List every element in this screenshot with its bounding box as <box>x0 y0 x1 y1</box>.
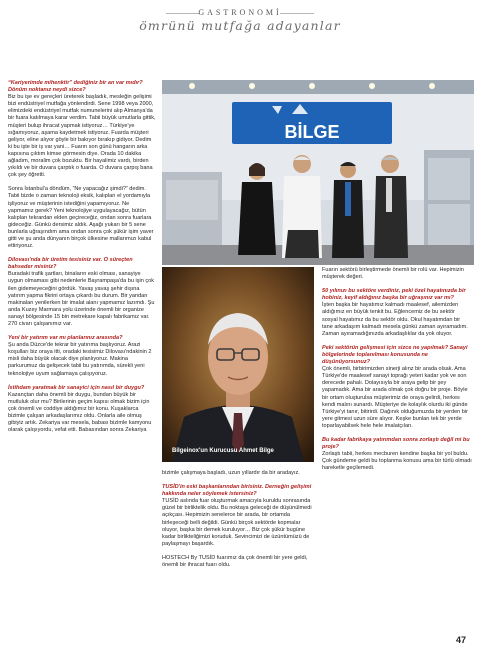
page-number: 47 <box>455 635 466 645</box>
question-heading: 50 yılınızı bu sektöre verdiniz, peki özel hayatınızda bir hobiniz, keyif aldığınız başka bir uğraşınız var mı? <box>322 288 466 302</box>
question-heading: Peki sektörün gelişmesi için sizce ne yapılmalı? Sanayi bölgelerinde toplanılması konusunda ne düşünüyorsunuz? <box>322 344 468 366</box>
column-left <box>8 80 156 441</box>
column-right <box>322 267 472 479</box>
answer-paragraph: Şu anda Düzce'de tekrar bir yatırıma başlıyoruz. Arazi koşulları biz oraya itti, oradaki tesisimiz Dilovası'ndakinin 2 misli daha büyük olacak diye planlıyoruz. Makina parkurumuz da gelişecek tabii bu yatırımda, sürekli yeni teknolojiye uyum sağlamaya çalışıyoruz. <box>8 342 152 377</box>
question-heading: İstihdam yaratmak bir sanayici için nasıl bir duygu? <box>8 384 145 391</box>
booth-sign-text: BİLGE <box>284 122 340 142</box>
answer-paragraph: Buradaki trafik şartları, binaların eski olması, sanayiye uygun olmaması gibi nedenlerle Bayrampaşa'da bu işin çok ilen gidemeyeceğini gördük. Yavaş yavaş şehir dışına yatırım yapma fikrini ortaya çıkardı bu durum. Bir yandan makinaları yenilerken bir imalat alanı yapmamız lazımdı. Şu anda Kuzey Marmara yolu üzerinde önemli bir organize sanayi bölgesinde 15 bin metrekare kapalı fabrikamız var. 270 civarı çalışanımız var. <box>8 271 155 327</box>
answer-paragraph: Sonra İstanbul'a döndüm, “Ne yapacağız şimdi?” dedim. Tabii bizde o zaman teknoloji eksik, kalıpları el yordamıyla işliyoruz ve müşterinin istediğini yapamıyoruz. Ne yapmamız gerek? Yeni teknolojiye uygulayacağız, bütün kalıpları tekrardan elden geçireceğiz, ondan sonra fuarlara gideceğiz. Günkü dersimiz aldık. Aşağı yukarı bir 5 sene bunlarla uğraşındım ama ondan sonra çok şükür işim yaver gitti ve şu anda dünyanın birçok ülkesine mallarımızı kabul ettiriyoruz. <box>8 186 154 250</box>
group-photo <box>162 80 474 265</box>
answer-paragraph: Kazançtan daha önemli bir duygu, bundan büyük bir mutluluk olur mu? Birilerinin geçim kapısı olmak bizim için çok önemli ve coddiye aldığımız bir konu. Kuşaklarca bizimle çalışan arkadaşlarımız oldu. Onlarla aile olmuş gibiyiz artık. Zekariya var mesela, babası bizimle kamyonu olarak çalışıyordu, vefat etti. Babasından sonra Zekariya <box>8 391 152 434</box>
answer-paragraph: İşten başka bir hayatımız kalmadı maalesef, ailemizden aldığımız en büyük tenkit bu. Eğlencemiz de bu sektör sosyal hayatımız da bu sektör oldu. Okul hayatımdan bir tane arkadaşım kalmadı mesela günkü zaman ayıramadım. Zaman ayıramadığınızda arkadaşlıklar da yok oluyor. <box>322 302 468 337</box>
question-heading: Dilovası'nda bir üretim tesisiniz var. O süreçten bahseder misiniz? <box>8 257 133 271</box>
answer-paragraph: bizimle çalışmaya başladı, uzun yıllardır da bir aradayız. <box>162 470 300 476</box>
magazine-name: GASTRONOMİ <box>198 8 282 17</box>
portrait-photo <box>162 267 314 462</box>
answer-paragraph: Biz bu işe ev gereçleri üreterek başladık, mesleğin gelişimi bizi endüstriyel mutfağa yönlendirdi. Sene 1998 veya 2000, elimizdeki endüstriyel mutfak numunelerini alıp Almanya'da bir fuara katılmaya karar verdim. Tabii büyük umutlarla gittik, müşteri bulup ihracat yapmak istiyoruz… Türkiye'ye sığamıyoruz, aşama kaydetmek istiyoruz. Fuarda müşteri geliyor, eline alıyor göyle bir bakıyor bırakıp gidiyor. Dedim ki bu işte bir iş var yani… Fuarın son günü hangarın arka kapısına çıktım kimse görmesin diye. Orada 10 dakika ağladım, moralim çok bozuktu. Bir hayalimiz vardı, birden yıkıldı ve bir duvara çarptık o fuarda. O duvara çarpış bana çok şey öğretti. <box>8 94 156 179</box>
question-heading: Bu kadar fabrikaya yatırımdan sonra zorlaştı değil mi bu proje? <box>322 436 470 451</box>
section-title: ömrünü mutfağa adayanlar <box>139 18 341 33</box>
answer-paragraph: Çok önemli, birbirimizden sinerji alınz bir arada olsak. Ama Türkiye'de maalesef sanayi toprağı yeteri kadar yok ve son derecede pahalı. Dolayısıyla bir araya gelip bir şey yapamadık. Ama bir arada olmak çok doğru bir proje. Böyle bir ortam oluşturulsa müşterimiz de oraya gelirdi, herkes kendi malını sunardı. Müşteriye de kolaylık olurdu iki günde Türkiye'yi tanır, bitirirdi. Dağınık olduğumuzda bir yerden bir yere gitmesi uzun süre alıyor. Keşke bunları tek bir yerde toparlayabilsek hele hele imalatçıları. <box>322 366 468 429</box>
question-heading: “Kariyerimde mihenktir” dediğiniz bir an var mıdır? Dönüm noktanız neydi sizce? <box>8 80 143 94</box>
answer-paragraph: TUSİD aslında fuar oluşturmak amacıyla kuruldu sonrasında güzel bir birliktelik oldu. Bu noktaya geleceği de düşünülmedi açıkçası. Hepimizin senelerce bir arada, bir ortamda birleşeceği belli değildi. Günkü birçok sektörde kopmalar oluyor, başka bir demek kuruluyor… Biz çok şükür bugüne kadar birlikteliğimizi koruduk. Sevincimizi de üzüntümüzü de paylaşmayı başardık. <box>162 498 312 547</box>
portrait-caption: Bilgeinox'un Kurucusu Ahmet Bilge <box>172 448 274 454</box>
question-heading: Yeni bir yatırım var mı planlarınız arasında? <box>8 335 123 342</box>
question-heading: TUSİD'in eski başkanlarından birisiniz. Derneğin gelişimi hakkında neler söylemek istersiniz? <box>162 484 312 498</box>
column-middle <box>162 470 314 576</box>
answer-paragraph: Zorlaştı tabii, herkes mecburen kendine başka bir yol buldu. Çok gündeme geldi bu toplanma konusu ama bir türlü olmadı hareketle geçilemedi. <box>322 451 472 472</box>
answer-paragraph: Fuarın sektörü birleştirmede önemli bir rolü var. Hepimizin müşterek değeri. <box>322 267 464 281</box>
answer-paragraph: HOSTECH By TUSİD fuarımız da çok önemli bir yere geldi, önemli bir ihracat fuarı oldu. <box>162 554 308 569</box>
